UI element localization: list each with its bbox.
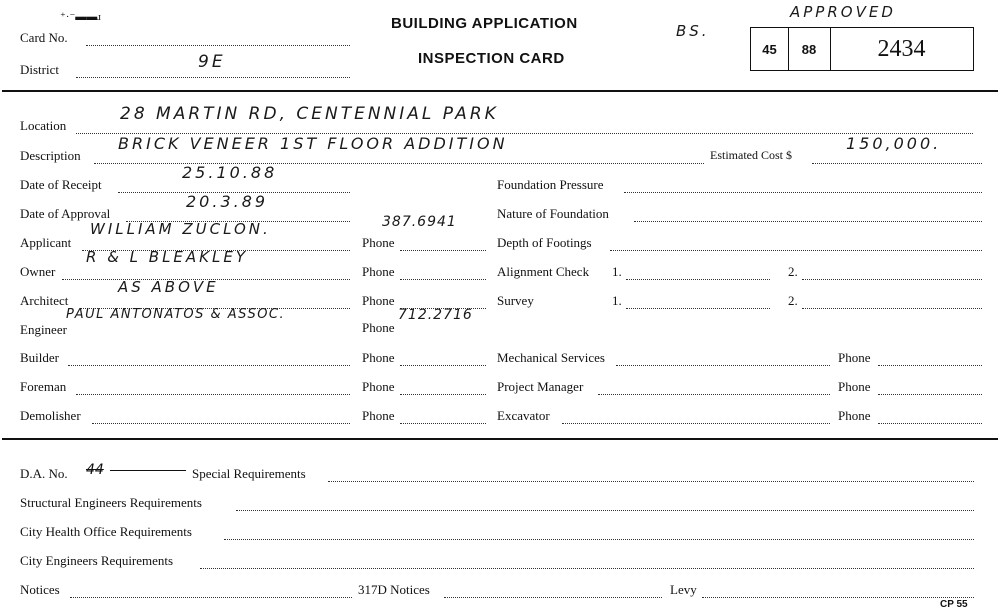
nature-foundation-label: Nature of Foundation [497, 206, 609, 221]
builder-phone-label: Phone [362, 350, 395, 365]
da-no-label: D.A. No. [20, 466, 68, 481]
approval-label: Date of Approval [20, 206, 111, 221]
survey-label: Survey [497, 293, 534, 308]
receipt-label: Date of Receipt [20, 177, 102, 192]
excavator-label: Excavator [497, 408, 550, 423]
divider-top [2, 90, 998, 92]
excavator-phone-line [878, 423, 982, 424]
foreman-label: Foreman [20, 379, 67, 394]
owner-label: Owner [20, 264, 56, 279]
architect-label: Architect [20, 293, 69, 308]
engineer-phone-label: Phone [362, 320, 395, 335]
builder-label: Builder [20, 350, 59, 365]
demolisher-label: Demolisher [20, 408, 81, 423]
demolisher-phone-line [400, 423, 486, 424]
special-req-line [328, 481, 974, 482]
structural-req-label: Structural Engineers Requirements [20, 495, 202, 510]
applicant-phone-value: 387.6941 [382, 214, 457, 230]
excavator-line [562, 423, 830, 424]
receipt-value: 25.10.88 [182, 163, 278, 182]
estimated-cost-value: 150,000. [846, 134, 942, 153]
form-code: CP 55 [940, 599, 968, 610]
project-manager-line [598, 394, 830, 395]
mechanical-label: Mechanical Services [497, 350, 605, 365]
demolisher-line [92, 423, 350, 424]
notices-line [70, 597, 352, 598]
approval-value: 20.3.89 [186, 192, 269, 211]
depth-footings-label: Depth of Footings [497, 235, 592, 250]
mechanical-line [616, 365, 830, 366]
card-title-line2: INSPECTION CARD [418, 50, 565, 67]
description-label: Description [20, 148, 81, 163]
divider-middle [2, 438, 998, 440]
levy-line [702, 597, 974, 598]
owner-value: R & L BLEAKLEY [86, 248, 248, 266]
alignment-line1 [626, 279, 770, 280]
architect-phone-label: Phone [362, 293, 395, 308]
foreman-phone-line [400, 394, 486, 395]
survey-num2: 2. [788, 293, 798, 308]
health-req-line [224, 539, 974, 540]
ref-box-number: 2434 [877, 35, 926, 62]
city-eng-req-label: City Engineers Requirements [20, 553, 174, 568]
survey-num1: 1. [612, 293, 622, 308]
stamp-bs: BS. [676, 22, 710, 40]
estimated-cost-label: Estimated Cost $ [710, 148, 792, 162]
reference-box [750, 27, 974, 71]
foreman-phone-label: Phone [362, 379, 395, 394]
approved-note: APPROVED [790, 3, 896, 21]
mechanical-phone-label: Phone [838, 350, 871, 365]
city-eng-req-line [200, 568, 974, 569]
foundation-pressure-line [624, 192, 982, 193]
foreman-line [76, 394, 350, 395]
applicant-phone-line [400, 250, 486, 251]
ref-box-a: 45 [751, 28, 789, 70]
project-manager-phone-line [878, 394, 982, 395]
structural-req-line [236, 510, 974, 511]
da-no-value: 44 [86, 462, 104, 478]
architect-value: AS ABOVE [118, 278, 219, 296]
ref-box-b: 88 [788, 28, 831, 70]
district-value: 9E [198, 52, 226, 72]
survey-line2 [802, 308, 982, 309]
notices-317d-label: 317D Notices [358, 582, 430, 597]
nature-foundation-line [634, 221, 982, 222]
notices-317d-line [444, 597, 662, 598]
levy-label: Levy [670, 582, 697, 597]
mechanical-phone-line [878, 365, 982, 366]
da-no-strike-line [110, 470, 186, 471]
project-manager-label: Project Manager [497, 379, 584, 394]
applicant-phone-label: Phone [362, 235, 395, 250]
project-manager-phone-label: Phone [838, 379, 871, 394]
engineer-value: PAUL ANTONATOS & ASSOC. [66, 307, 286, 322]
special-req-label: Special Requirements [192, 466, 306, 481]
demolisher-phone-label: Phone [362, 408, 395, 423]
description-value: BRICK VENEER 1ST FLOOR ADDITION [118, 134, 508, 153]
location-label: Location [20, 118, 67, 133]
engineer-label: Engineer [20, 322, 67, 337]
location-value: 28 MARTIN RD, CENTENNIAL PARK [120, 104, 499, 124]
excavator-phone-label: Phone [838, 408, 871, 423]
card-no-label: Card No. [20, 30, 68, 45]
applicant-value: WILLIAM ZUCLON. [90, 220, 271, 238]
depth-footings-line [610, 250, 982, 251]
owner-phone-line [400, 279, 486, 280]
notices-label: Notices [20, 582, 60, 597]
health-req-label: City Health Office Requirements [20, 524, 192, 539]
engineer-phone-value: 712.2716 [398, 307, 473, 323]
estimated-cost-line [812, 163, 982, 164]
alignment-line2 [802, 279, 982, 280]
alignment-num2: 2. [788, 264, 798, 279]
alignment-num1: 1. [612, 264, 622, 279]
smudge-mark: ⁺·⁻▬▬ɹ [60, 11, 101, 23]
foundation-pressure-label: Foundation Pressure [497, 177, 604, 192]
card-title-line1: BUILDING APPLICATION [391, 15, 578, 32]
builder-phone-line [400, 365, 486, 366]
survey-line1 [626, 308, 770, 309]
applicant-label: Applicant [20, 235, 72, 250]
district-line [76, 77, 350, 78]
alignment-label: Alignment Check [497, 264, 590, 279]
builder-line [68, 365, 350, 366]
card-no-line [86, 45, 350, 46]
owner-phone-label: Phone [362, 264, 395, 279]
district-label: District [20, 62, 59, 77]
